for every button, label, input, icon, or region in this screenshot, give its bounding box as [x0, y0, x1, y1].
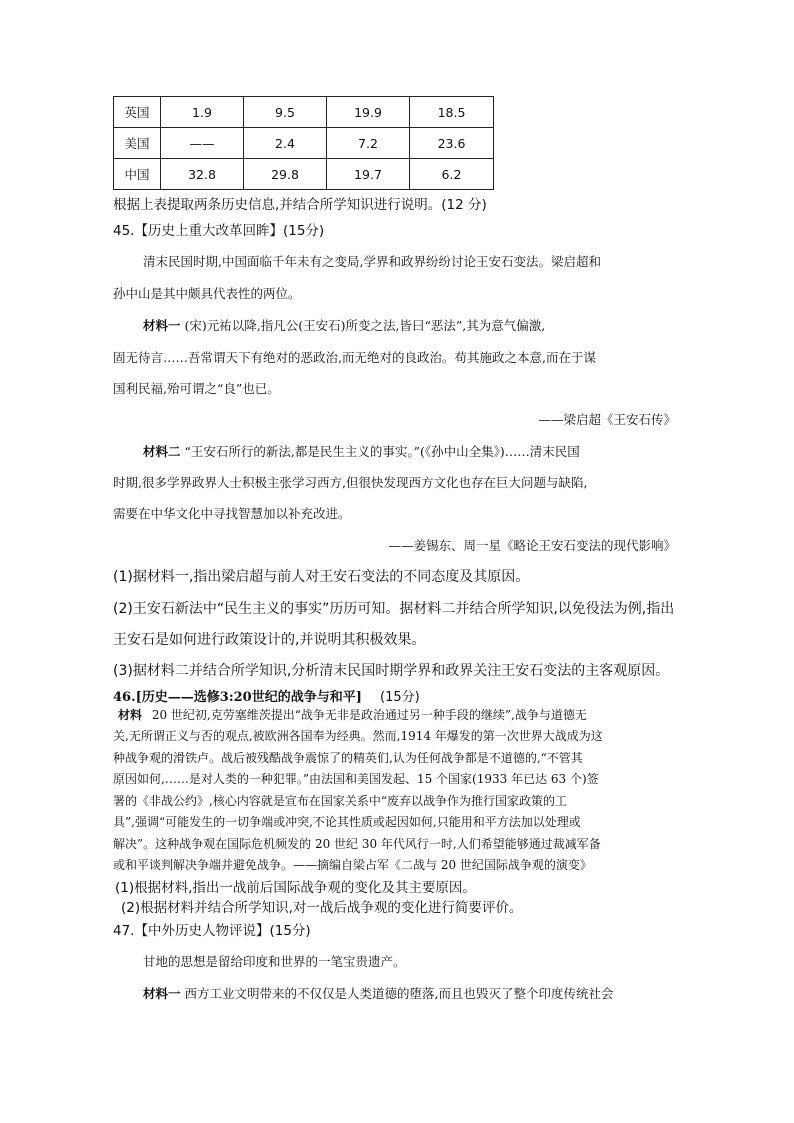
q45-intro-line: 孙中山是其中颇具代表性的两位。	[113, 286, 301, 301]
material-text: 种战争观的滑铁卢。战后被残酷战争震惊了的精英们,认为任何战争都是不道德的,“不管其	[113, 751, 583, 765]
table-cell: 中国	[114, 159, 161, 190]
table-cell: ——	[161, 128, 244, 159]
material-text: 或和平谈判解决争端并避免战争。——摘编自梁占军《二战与 20 世纪国际战争观的演变》	[113, 858, 592, 872]
material-text: 署的《非战公约》,核心内容就是宣布在国家关系中“废弃以战争作为推行国家政策的工	[113, 794, 567, 808]
material-label: 材料	[118, 708, 143, 722]
table-cell: 23.6	[410, 128, 494, 159]
q47-material-1	[143, 984, 613, 1002]
table-cell: 19.9	[327, 97, 410, 128]
material-text: 关,无所谓正义与否的观点,被欧洲各国奉为经典。然而,1914 年爆发的第一次世界大战成为这	[113, 729, 603, 743]
q45-intro-line: 清末民国时期,中国面临千年未有之变局,学界和政界纷纷讨论王安石变法。梁启超和	[143, 254, 601, 269]
q46-sub-question-1: (1)根据材料,指出一战前后国际战争观的变化及其主要原因。	[115, 880, 476, 896]
q45-sub-question-3: (3)据材料二并结合所学知识,分析清末民国时期学界和政界关注王安石变法的主客观原因。	[113, 663, 670, 679]
table-cell: 6.2	[410, 159, 494, 190]
q45-material-2	[143, 442, 580, 460]
q47-intro: 甘地的思想是留给印度和世界的一笔宝贵遗产。	[143, 954, 406, 969]
q46-score: (15分)	[380, 690, 420, 705]
q47-header: 47.【中外历史人物评说】(15分)	[113, 923, 311, 939]
material-text: 国利民福,殆可谓之“良”也已。	[113, 381, 280, 396]
material-text: 解决”。这种战争观在国际危机频发的 20 世纪 30 年代风行一时,人们希望能够通过裁减军备	[113, 837, 601, 851]
q46-material	[118, 706, 587, 723]
material-label: 材料一	[143, 318, 181, 333]
table-cell: 29.8	[244, 159, 327, 190]
material-text: “王安石所行的新法,都是民生主义的事实。”(《孙中山全集》)……清末民国	[184, 444, 580, 459]
material-text: 时期,很多学界政界人士积极主张学习西方,但很快发现西方文化也存在巨大问题与缺陷,	[113, 475, 588, 490]
material-text: (宋)元祐以降,指凡公(王安石)所变之法,皆曰“恶法”,其为意气偏激,	[184, 318, 546, 333]
q45-sub-question-1: (1)据材料一,指出梁启超与前人对王安石变法的不同态度及其原因。	[113, 569, 530, 585]
table-cell: 9.5	[244, 97, 327, 128]
material-text: 原因如何,……是对人类的一种犯罪。”由法国和美国发起、15 个国家(1933 年已达 63 个)签	[113, 772, 599, 786]
material-text: 固无待言……吾常谓天下有绝对的恶政治,而无绝对的良政治。苟其施政之本意,而在于谋	[113, 350, 596, 365]
q44-instruction: 根据上表提取两条历史信息,并结合所学知识进行说明。(12 分)	[113, 197, 487, 213]
table-cell: 32.8	[161, 159, 244, 190]
q45-header: 45.【历史上重大改革回眸】(15分)	[113, 223, 325, 239]
table-cell: 英国	[114, 97, 161, 128]
material-text: 20 世纪初,克劳塞维茨提出“战争无非是政治通过另一种手段的继续”,战争与道德无	[151, 708, 587, 722]
material-text: 具”,强调“可能发生的一切争端或冲突,不论其性质或起因如何,只能用和平方法加以处理或	[113, 815, 581, 829]
table-row	[114, 159, 494, 190]
table-cell: 2.4	[244, 128, 327, 159]
q46-sub-question-2: (2)根据材料并结合所学知识,对一战后战争观的变化进行简要评价。	[121, 900, 523, 916]
table-cell: 美国	[114, 128, 161, 159]
material-label: 材料二	[143, 444, 181, 459]
table-row	[114, 128, 494, 159]
material-source: ——姜锡东、周一星《略论王安石变法的现代影响》	[388, 538, 676, 553]
material-text: 西方工业文明带来的不仅仅是人类道德的堕落,而且也毁灭了整个印度传统社会	[184, 986, 614, 1001]
material-source: ——梁启超《王安石传》	[538, 412, 676, 427]
q45-material-1	[143, 316, 545, 334]
table-cell: 7.2	[327, 128, 410, 159]
statistics-table	[113, 96, 494, 190]
q46-header	[113, 686, 420, 705]
q45-sub-question-2-cont: 王安石是如何进行政策设计的,并说明其积极效果。	[113, 632, 426, 648]
material-label: 材料一	[143, 986, 181, 1001]
table-row	[114, 97, 494, 128]
q45-sub-question-2: (2)王安石新法中“民生主义的事实”历历可知。据材料二并结合所学知识,以免役法为例,指出	[113, 601, 675, 617]
q46-header-label: 46.[历史——选修3:20世纪的战争与和平]	[113, 690, 362, 705]
table-cell: 18.5	[410, 97, 494, 128]
table-cell: 19.7	[327, 159, 410, 190]
material-text: 需要在中华文化中寻找智慧加以补充改进。	[113, 506, 351, 521]
table-cell: 1.9	[161, 97, 244, 128]
